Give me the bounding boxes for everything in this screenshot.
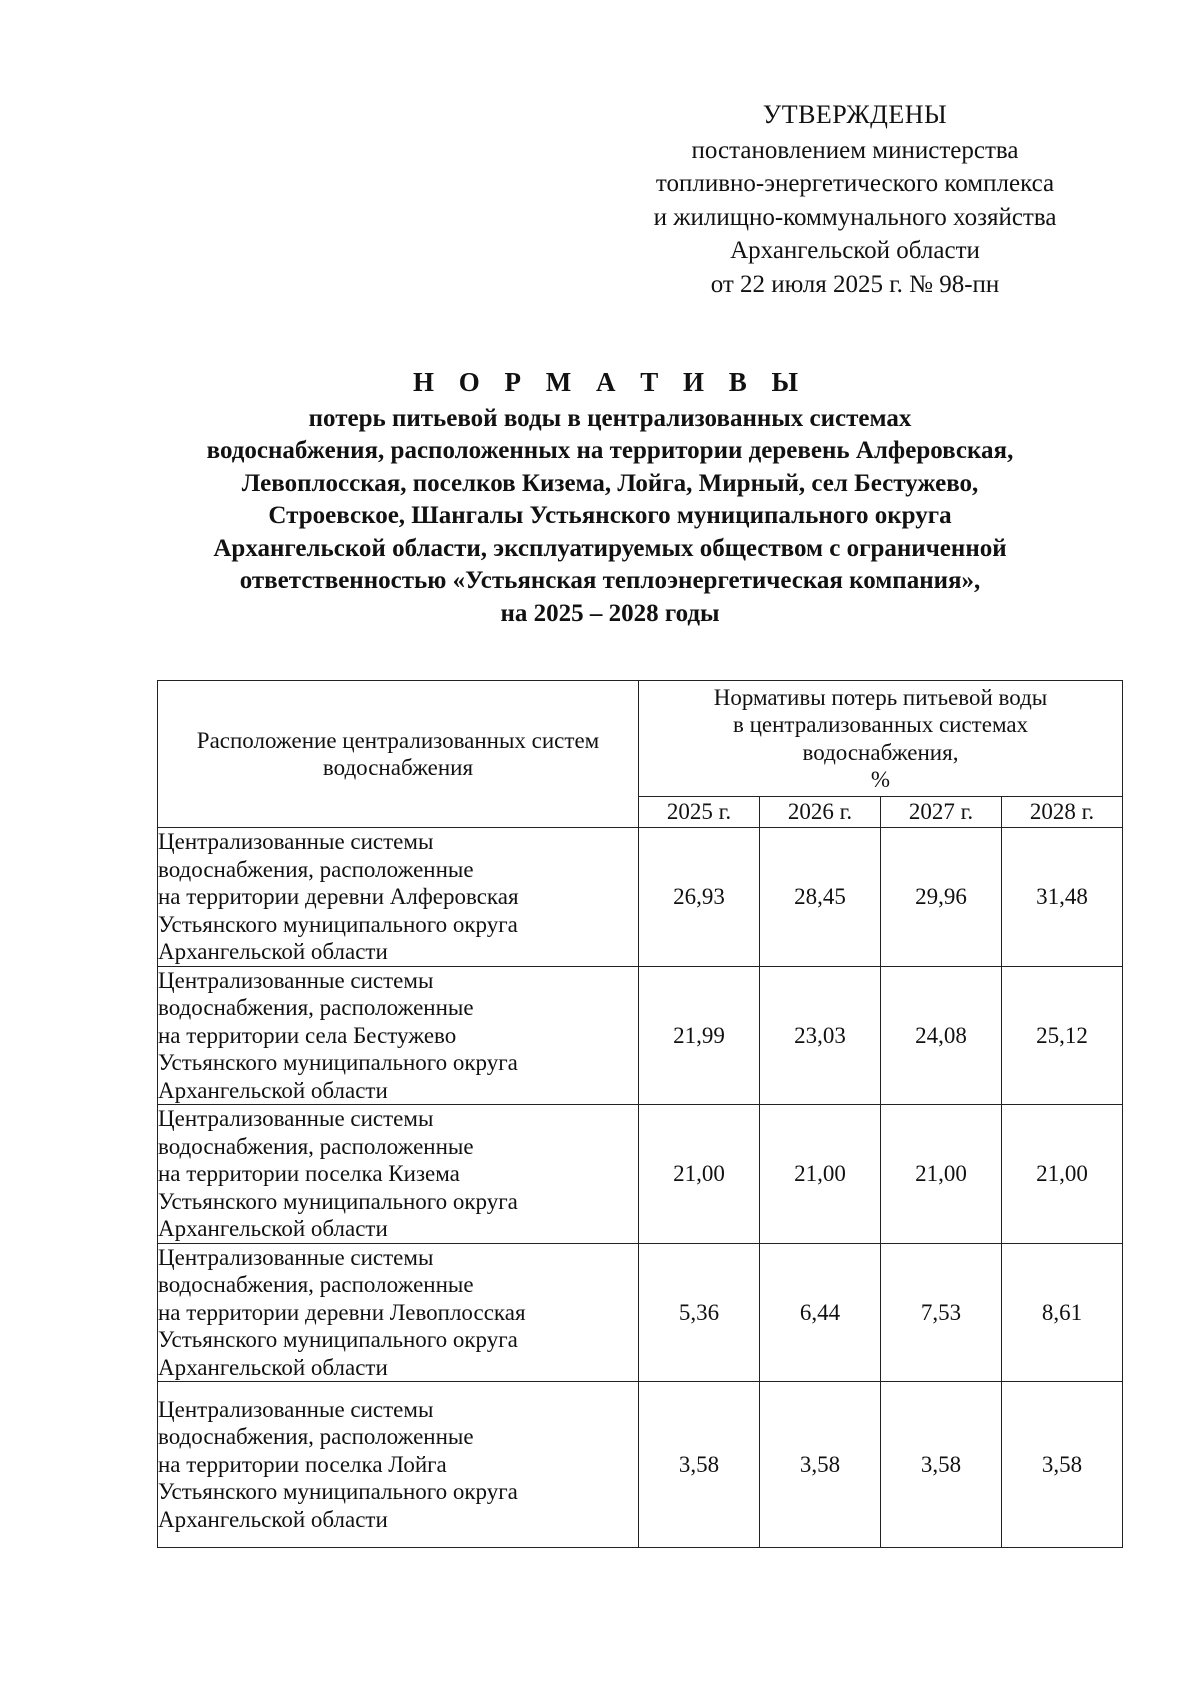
norms-table — [157, 680, 1123, 1548]
approval-block — [620, 98, 1090, 301]
location-line: на территории деревни Алферовская — [158, 884, 519, 909]
approval-stamp: УТВЕРЖДЕНЫ — [762, 100, 948, 129]
location-line: Устьянского муниципального округа — [158, 1479, 518, 1505]
value-cell: 21,00 — [760, 1105, 881, 1244]
title-line: Архангельской области, эксплуатируемых обществом с ограниченной — [213, 534, 1007, 562]
value-cell: 8,61 — [1002, 1243, 1123, 1382]
value-cell: 3,58 — [760, 1382, 881, 1548]
table-row — [158, 966, 1123, 1105]
location-line: Централизованные системы — [158, 967, 434, 993]
location-cell — [158, 828, 639, 967]
value-cell: 7,53 — [881, 1243, 1002, 1382]
title-line: ответственностью «Устьянская теплоэнергетическая компания», — [239, 567, 981, 594]
location-line: Архангельской области — [158, 1077, 388, 1103]
title-line: водоснабжения, расположенных на территории деревень Алферовская, — [206, 437, 1014, 464]
table-row — [158, 1243, 1123, 1382]
table-header-row — [158, 681, 1123, 797]
value-cell: 25,12 — [1002, 966, 1123, 1105]
value-cell: 21,99 — [639, 966, 760, 1105]
location-line: Устьянского муниципального округа — [158, 1050, 518, 1075]
location-line: Архангельской области — [158, 1354, 388, 1380]
location-cell — [158, 1105, 639, 1244]
location-line: на территории поселка Лойга — [158, 1451, 447, 1477]
location-line: Централизованные системы — [158, 1106, 434, 1131]
location-line: на территории села Бестужево — [158, 1022, 457, 1048]
approval-line: и жилищно-коммунального хозяйства — [653, 203, 1057, 231]
approval-line: Архангельской области — [730, 237, 980, 264]
value-cell: 21,00 — [639, 1105, 760, 1244]
location-line: водоснабжения, расположенные — [158, 1272, 474, 1297]
location-line: на территории поселка Кизема — [158, 1161, 460, 1186]
location-line: водоснабжения, расположенные — [158, 856, 474, 882]
location-line: Архангельской области — [158, 1506, 388, 1532]
value-cell: 3,58 — [881, 1382, 1002, 1548]
location-column-header: Расположение централизованных систем водоснабжения — [158, 681, 639, 828]
norms-header-line: Нормативы потерь питьевой воды — [713, 684, 1048, 710]
year-header: 2026 г. — [760, 797, 881, 828]
location-line: водоснабжения, расположенные — [158, 1133, 474, 1159]
norms-column-header — [639, 681, 1123, 797]
title-line: Строевское, Шангалы Устьянского муниципального округа — [268, 502, 952, 529]
table-row — [158, 1105, 1123, 1244]
year-header: 2025 г. — [639, 797, 760, 828]
location-line: водоснабжения, расположенные — [158, 1424, 474, 1450]
value-cell: 6,44 — [760, 1243, 881, 1382]
value-cell: 21,00 — [1002, 1105, 1123, 1244]
location-line: Централизованные системы — [158, 1244, 434, 1270]
table-row — [158, 1382, 1123, 1548]
document-title — [150, 366, 1070, 630]
location-line: Устьянского муниципального округа — [158, 1327, 518, 1352]
value-cell: 26,93 — [639, 828, 760, 967]
value-cell: 29,96 — [881, 828, 1002, 967]
norms-header-unit: % — [870, 767, 891, 792]
title-line: Левоплосская, поселков Кизема, Лойга, Мирный, сел Бестужево, — [241, 469, 979, 497]
approval-line: топливно-энергетического комплекса — [655, 170, 1055, 197]
value-cell: 3,58 — [639, 1382, 760, 1548]
location-line: Устьянского муниципального округа — [158, 1188, 518, 1214]
title-line: потерь питьевой воды в централизованных системах — [308, 404, 912, 432]
value-cell: 24,08 — [881, 966, 1002, 1105]
location-line: водоснабжения, расположенные — [158, 995, 474, 1020]
location-line: Централизованные системы — [158, 1396, 434, 1422]
location-line: Централизованные системы — [158, 829, 434, 854]
value-cell: 28,45 — [760, 828, 881, 967]
value-cell: 23,03 — [760, 966, 881, 1105]
value-cell: 31,48 — [1002, 828, 1123, 967]
table-row — [158, 828, 1123, 967]
title-line: на 2025 – 2028 годы — [500, 599, 720, 627]
value-cell: 3,58 — [1002, 1382, 1123, 1548]
location-line: Архангельской области — [158, 1216, 388, 1241]
location-line: Архангельской области — [158, 939, 388, 964]
location-line: Устьянского муниципального округа — [158, 911, 518, 937]
norms-header-line: в централизованных системах — [732, 712, 1029, 737]
location-cell — [158, 1382, 639, 1548]
location-cell — [158, 966, 639, 1105]
title-heading: Н О Р М А Т И В Ы — [412, 367, 807, 397]
location-line: на территории деревни Левоплосская — [158, 1299, 526, 1325]
approval-line: постановлением министерства — [691, 136, 1019, 164]
location-cell — [158, 1243, 639, 1382]
approval-date-line: от 22 июля 2025 г. № 98-пн — [710, 270, 1000, 298]
year-header: 2027 г. — [881, 797, 1002, 828]
value-cell: 5,36 — [639, 1243, 760, 1382]
norms-header-line: водоснабжения, — [802, 739, 959, 765]
year-header: 2028 г. — [1002, 797, 1123, 828]
value-cell: 21,00 — [881, 1105, 1002, 1244]
